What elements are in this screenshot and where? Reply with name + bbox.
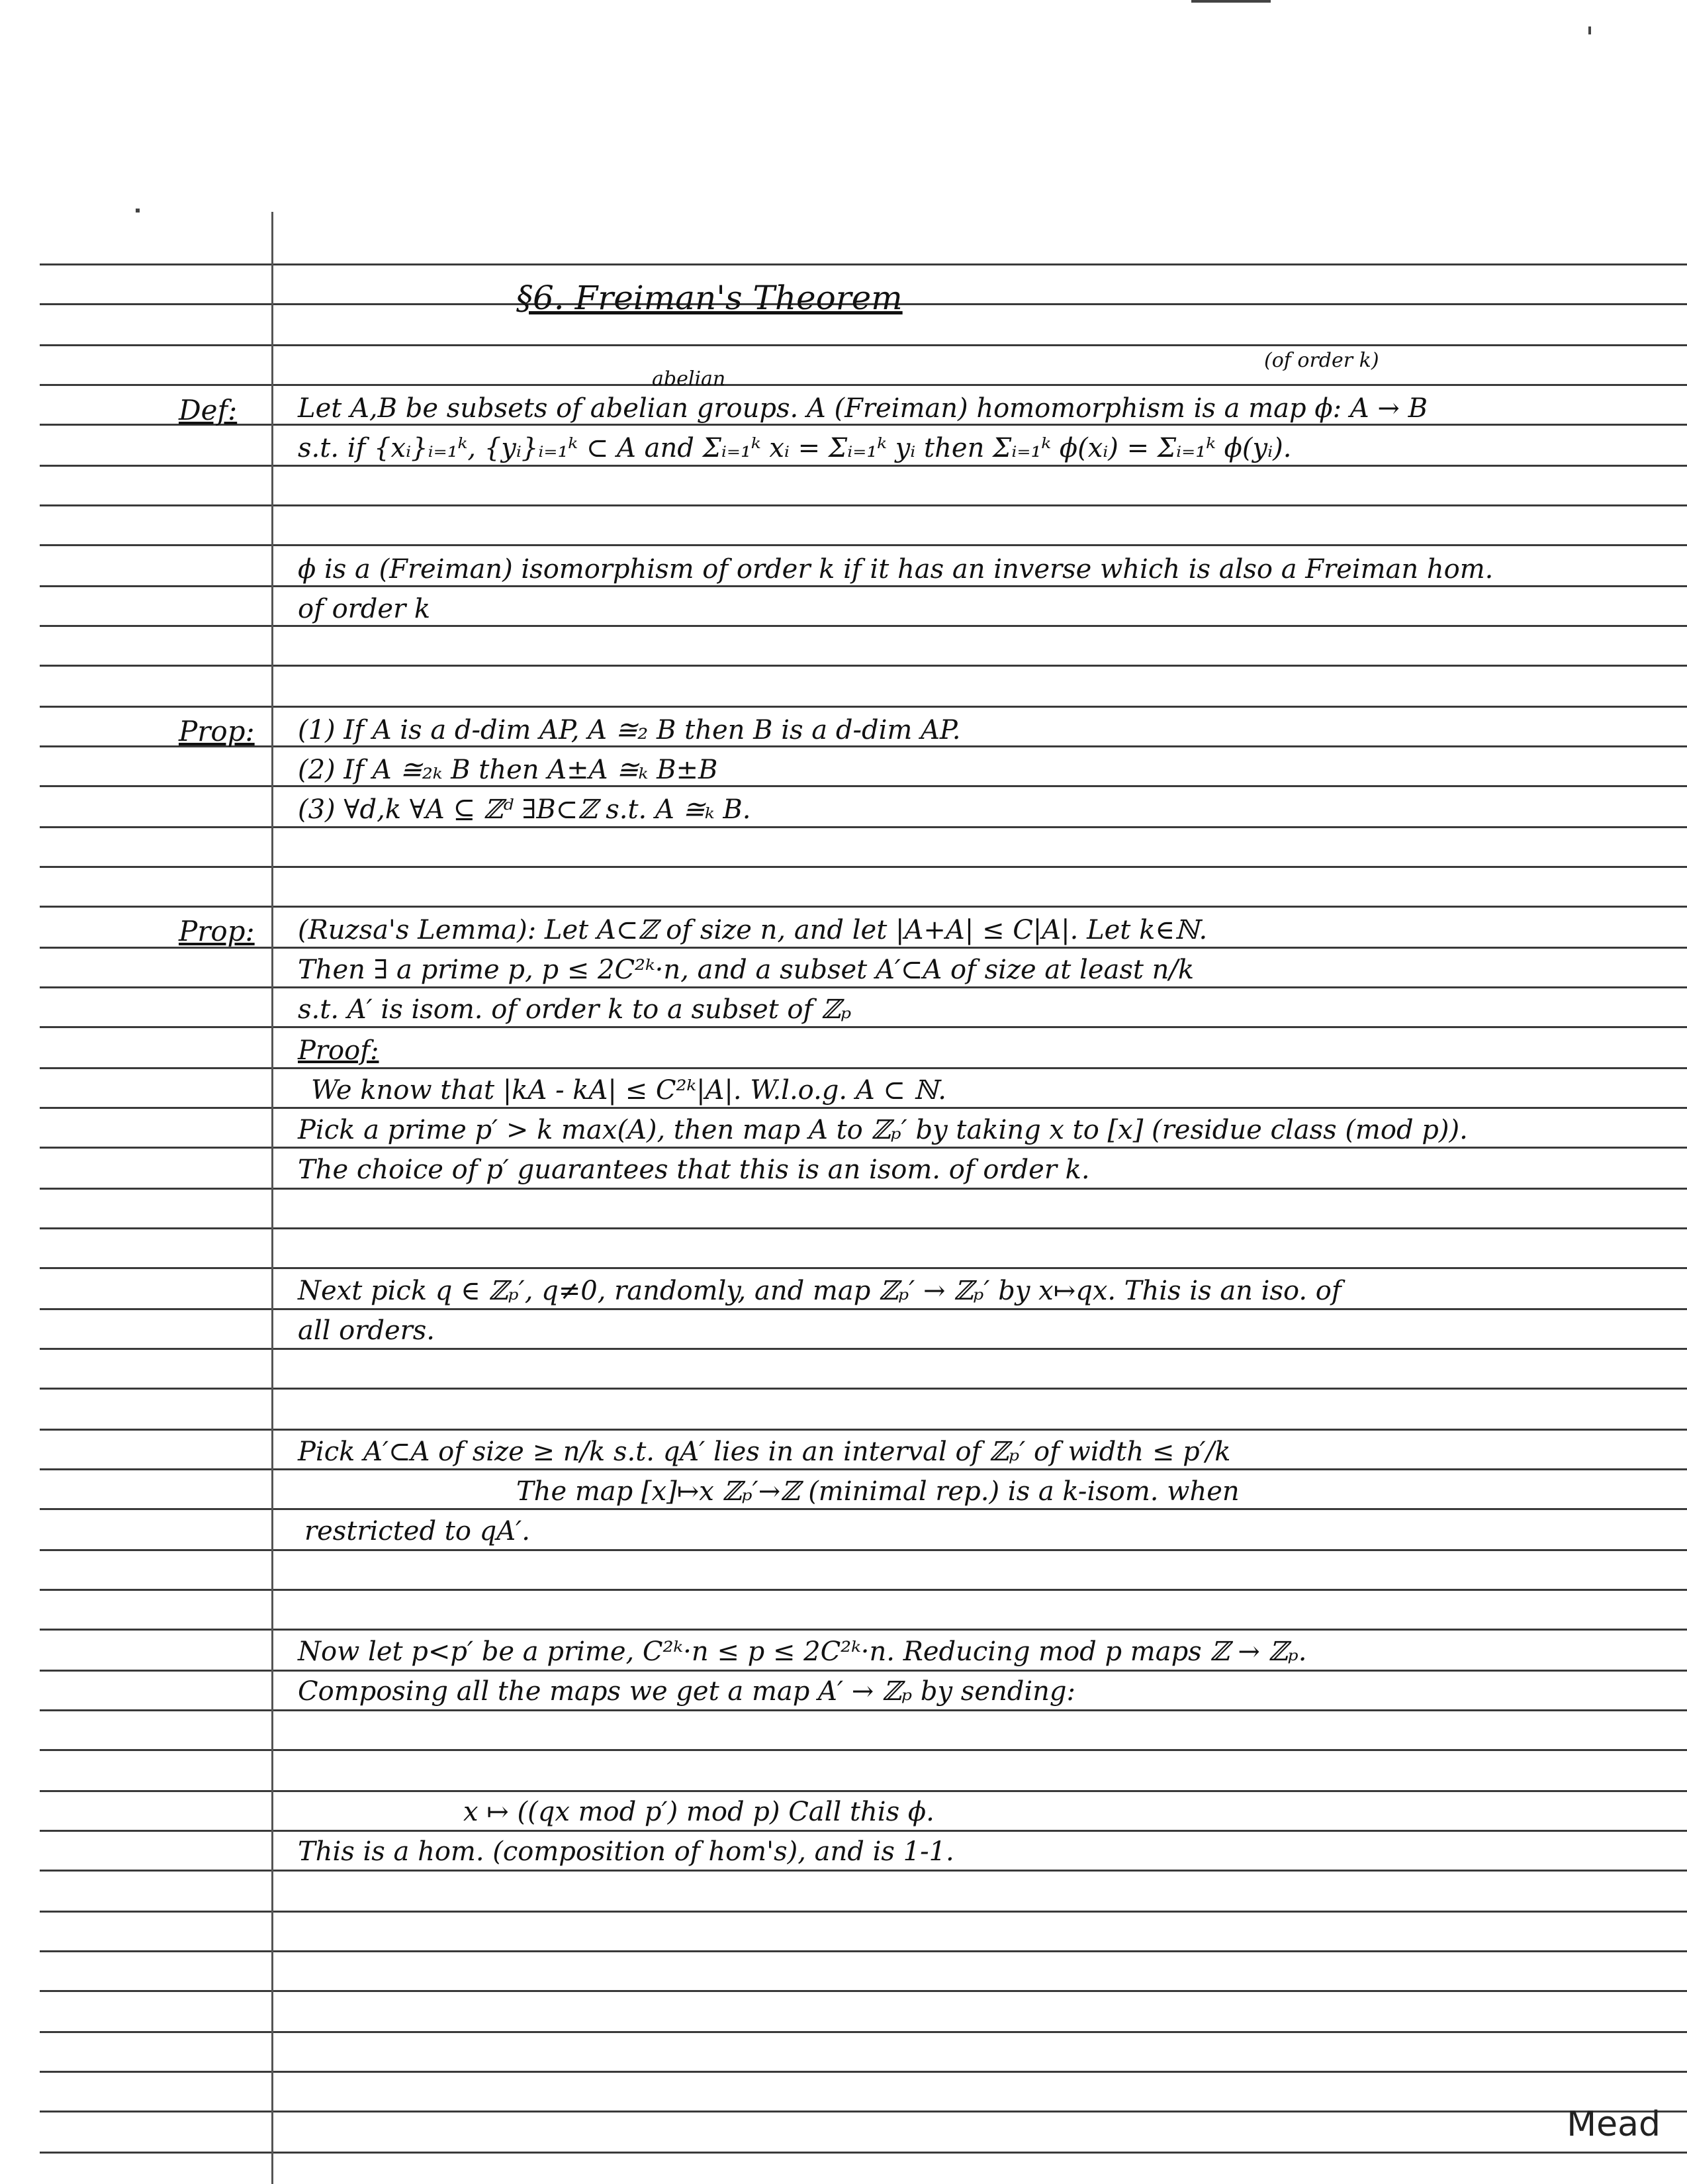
scan-speck <box>136 209 140 213</box>
proof-line-10: Composing all the maps we get a map A′ → ℤₚ by sending: <box>298 1676 1075 1707</box>
def-line-4: of order k <box>298 594 431 624</box>
ruzsa-line-1: (Ruzsa's Lemma): Let A⊂ℤ of size n, and let |A+A| ≤ C|A|. Let k∈ℕ. <box>298 915 1208 945</box>
proof-line-8: restricted to qA′. <box>304 1516 530 1546</box>
proof-line-2: Pick a prime p′ > k max(A), then map A to ℤₚ′ by taking x to [x] (residue class (mod p)). <box>298 1115 1468 1145</box>
ruzsa-line-2: Then ∃ a prime p, p ≤ 2C²ᵏ·n, and a subset A′⊂A of size at least n/k <box>298 955 1195 985</box>
def-line-3: ϕ is a (Freiman) isomorphism of order k if it has an inverse which is also a Freiman hom. <box>298 554 1494 585</box>
prop-label-ruzsa: Prop: <box>179 915 255 947</box>
page-title: §6. Freiman's Theorem <box>516 279 903 317</box>
proof-line-9: Now let p<p′ be a prime, C²ᵏ·n ≤ p ≤ 2C²ᵏ·n. Reducing mod p maps ℤ → ℤₚ. <box>298 1637 1307 1667</box>
proof-line-4: Next pick q ∈ ℤₚ′, q≠0, randomly, and map ℤₚ′ → ℤₚ′ by x↦qx. This is an iso. of <box>298 1276 1342 1306</box>
def-line-1: Let A,B be subsets of abelian groups. A (Freiman) homomorphism is a map ϕ: A → B <box>298 393 1428 424</box>
proof-line-11: x ↦ ((qx mod p′) mod p) Call this ϕ. <box>463 1797 935 1827</box>
proof-line-5: all orders. <box>298 1315 435 1346</box>
prop-item-3: (3) ∀d,k ∀A ⊆ ℤᵈ ∃B⊂ℤ s.t. A ≅ₖ B. <box>298 794 751 825</box>
insert-abelian: abelian <box>652 367 726 391</box>
signature: Mead <box>1567 2105 1661 2144</box>
proof-label: Proof: <box>298 1035 379 1066</box>
scan-speck <box>1588 26 1591 34</box>
proof-line-1: We know that |kA - kA| ≤ C²ᵏ|A|. W.l.o.g. A ⊂ ℕ. <box>311 1075 946 1106</box>
proof-line-12: This is a hom. (composition of hom's), and is 1-1. <box>298 1836 954 1867</box>
def-label: Def: <box>179 394 238 426</box>
def-line-2: s.t. if {xᵢ}ᵢ₌₁ᵏ, {yᵢ}ᵢ₌₁ᵏ ⊂ A and Σᵢ₌₁ᵏ xᵢ = Σᵢ₌₁ᵏ yᵢ then Σᵢ₌₁ᵏ ϕ(xᵢ) = Σᵢ₌₁ᵏ ϕ(yᵢ). <box>298 433 1292 463</box>
insert-of-order: (of order k) <box>1264 349 1379 372</box>
proof-line-7: The map [x]↦x ℤₚ′→ℤ (minimal rep.) is a k-isom. when <box>516 1476 1240 1507</box>
prop-item-1: (1) If A is a d-dim AP, A ≅₂ B then B is a d-dim AP. <box>298 715 961 745</box>
proof-line-6: Pick A′⊂A of size ≥ n/k s.t. qA′ lies in an interval of ℤₚ′ of width ≤ p′/k <box>298 1437 1231 1467</box>
scan-speck <box>1191 0 1271 3</box>
prop-label: Prop: <box>179 715 255 747</box>
prop-item-2: (2) If A ≅₂ₖ B then A±A ≅ₖ B±B <box>298 755 718 785</box>
proof-line-3: The choice of p′ guarantees that this is an isom. of order k. <box>298 1155 1090 1185</box>
ruzsa-line-3: s.t. A′ is isom. of order k to a subset of ℤₚ <box>298 994 852 1025</box>
